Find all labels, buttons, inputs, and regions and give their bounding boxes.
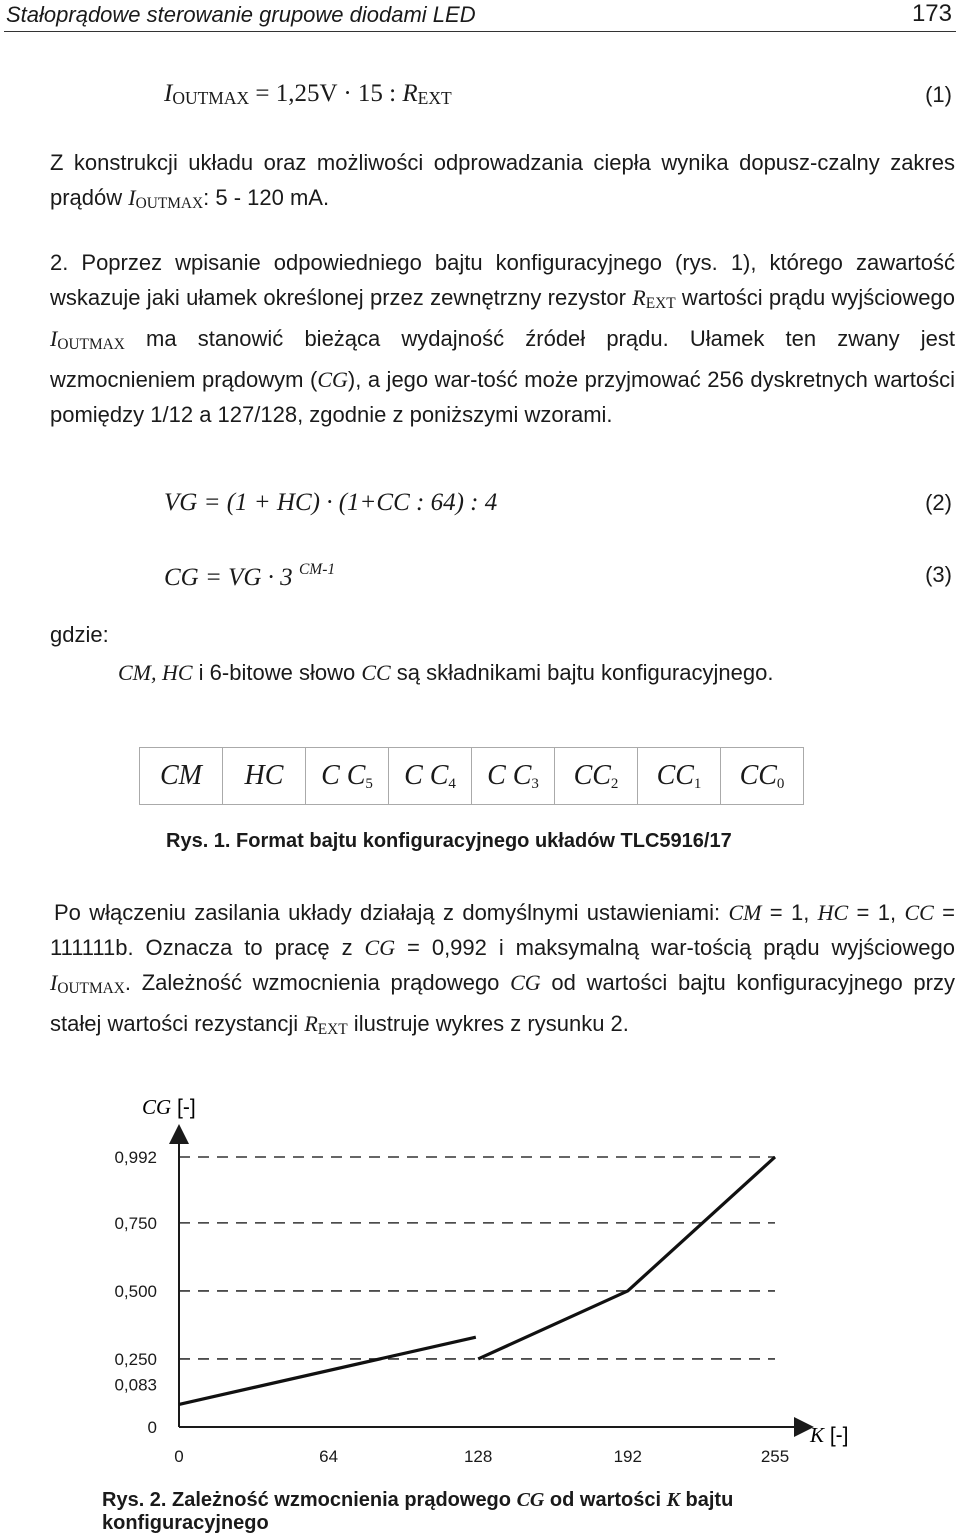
equation-3: CG = VG · 3 $^{CM-1}$ xyxy=(164,561,336,591)
series-layer xyxy=(179,1157,775,1404)
y-axis-label: CG [-] xyxy=(142,1095,196,1119)
equation-1-number: (1) xyxy=(925,82,952,107)
y-tick-label: 0 xyxy=(147,1418,157,1437)
y-tick-label: 0,500 xyxy=(114,1281,157,1301)
config-cell xyxy=(555,748,638,805)
config-cell-index: 1 xyxy=(693,775,702,792)
config-cell-index: 4 xyxy=(448,775,456,792)
y-tick-label: 0,083 xyxy=(114,1375,157,1395)
config-cell-index: 5 xyxy=(365,775,373,792)
config-cell xyxy=(389,748,472,805)
grid-layer xyxy=(179,1157,775,1359)
config-cell xyxy=(223,748,306,805)
ticks-layer xyxy=(114,1148,789,1466)
config-cell-index: 2 xyxy=(610,775,619,792)
config-cell-symbol: C C xyxy=(404,759,449,791)
series-line xyxy=(478,1157,775,1359)
config-cell-symbol: C C xyxy=(321,759,366,791)
paragraph-1: Z konstrukcji układu oraz możliwości odprowadzania ciepła wynika dopusz-czalny zakres prądów IOUTMAX: 5 - 120 mA. xyxy=(50,150,955,212)
config-cell xyxy=(140,748,223,805)
equation-2-number: (2) xyxy=(925,490,952,515)
x-tick-label: 128 xyxy=(463,1447,493,1466)
config-cell-symbol: CC xyxy=(573,759,611,791)
paragraph-3: Po włączeniu zasilania układy działają z domyślnymi ustawieniami: CM = 1, HC = 1, CC = 111111b. Oznacza to pracę z CG = 0,992 i maksymalną war-tością prądu wyjściowego IOUTMAX. Zależność wzmocnienia prądowego CG od wartości bajtu konfiguracyjnego przy stałej wartości rezystancji REXT ilustruje wykres z rysunku 2. xyxy=(50,900,955,1038)
x-axis-label: K [-] xyxy=(810,1423,849,1447)
config-cell-index: 0 xyxy=(776,775,785,792)
x-tick-label: 0 xyxy=(174,1447,184,1466)
config-cell xyxy=(721,748,804,805)
header-rule xyxy=(4,31,956,32)
figure-2-caption: Rys. 2. Zależność wzmocnienia prądowego CG od wartości K bajtu konfiguracyjnego xyxy=(102,1489,734,1534)
config-cell-symbol: HC xyxy=(244,759,284,791)
equation-3-number: (3) xyxy=(925,562,952,587)
y-tick-label: 0,992 xyxy=(114,1148,157,1167)
y-tick-label: 0,750 xyxy=(114,1213,157,1233)
config-cell-symbol: CM xyxy=(160,759,202,791)
config-cell xyxy=(472,748,555,805)
paragraph-2: 2. Poprzez wpisanie odpowiedniego bajtu konfiguracyjnego (rys. 1), którego zawartość wskazuje jaki ułamek określonej przez zewnętrzny rezystor REXT wartości prądu wyjściowego IOUTMAX ma stanowić bieżąca wydajność źródeł prądu. Ułamek ten zwany jest wzmocnieniem prądowym (CG), a jego war-tość może przyjmować 256 dyskretnych wartości pomiędzy 1/12 a 127/128, zgodnie z poniższymi wzorami. xyxy=(50,250,956,427)
x-tick-label: 255 xyxy=(760,1447,790,1466)
config-cell-symbol: CC xyxy=(739,759,777,791)
config-cell xyxy=(638,748,721,805)
gain-chart xyxy=(0,1090,960,1480)
config-cell-index: 3 xyxy=(531,775,539,792)
series-line xyxy=(179,1337,476,1404)
y-tick-label: 0,250 xyxy=(114,1349,157,1369)
config-cell-symbol: CC xyxy=(656,759,694,791)
x-tick-label: 192 xyxy=(613,1447,642,1466)
page-number: 173 xyxy=(911,0,952,27)
where-definition: CM, HC i 6-bitowe słowo CC są składnikami bajtu konfiguracyjnego. xyxy=(118,660,774,685)
where-label: gdzie: xyxy=(50,622,109,647)
x-tick-label: 64 xyxy=(319,1447,339,1466)
running-title: Stałoprądowe sterowanie grupowe diodami LED xyxy=(6,2,476,27)
config-byte-table xyxy=(139,747,804,805)
figure-1-caption: Rys. 1. Format bajtu konfiguracyjnego układów TLC5916/17 xyxy=(166,830,732,852)
config-cell-symbol: C C xyxy=(487,759,532,791)
config-byte-row xyxy=(140,748,804,805)
config-cell xyxy=(306,748,389,805)
equation-1: IOUTMAX = 1,25V · 15 : REXT xyxy=(164,80,452,109)
equation-2: VG = (1 + HC) · (1+CC : 64) : 4 xyxy=(164,489,498,516)
